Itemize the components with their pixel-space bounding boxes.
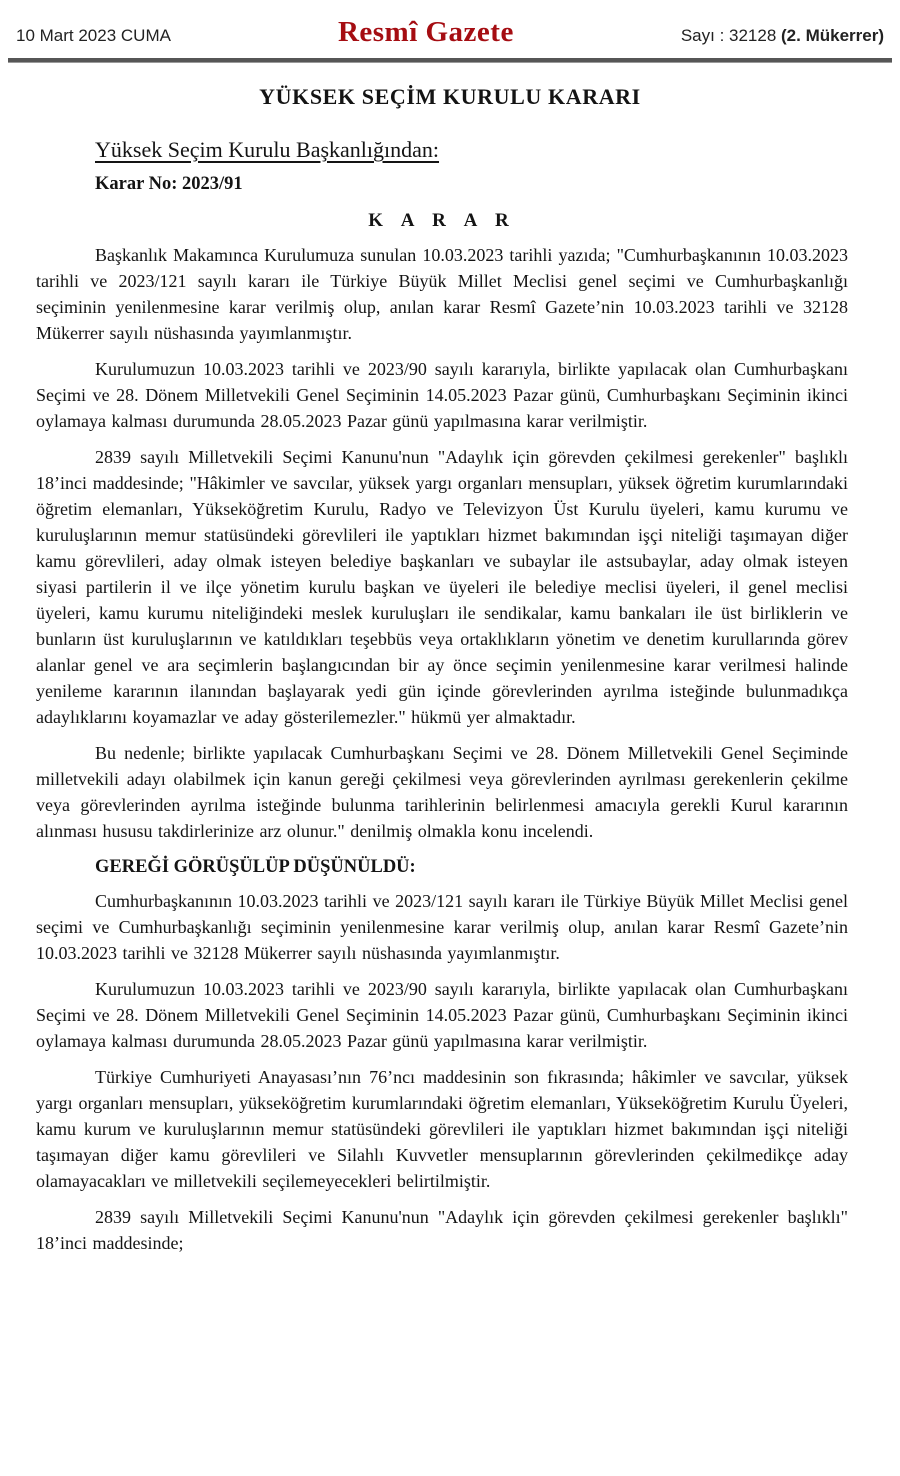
section-heading-geregi: GEREĞİ GÖRÜŞÜLÜP DÜŞÜNÜLDÜ:: [95, 857, 416, 877]
authority-line-wrap: [36, 110, 848, 163]
issue-mukerrer-label: (2. Mükerrer): [781, 26, 884, 45]
decision-heading: K A R A R: [368, 210, 516, 231]
paragraph-kanun-madde-18: 2839 sayılı Milletvekili Seçimi Kanunu'nun "Adaylık için görevden çekilmesi gerekenler" başlıklı 18’inci maddesinde; "Hâkimler ve savcılar, yüksek yargı organları mensupları, yüksek öğretim kurumlarındaki öğretim elemanları, Yükseköğretim Kurulu, Radyo ve Televizyon Üst Kurulu üyeleri, kamu kurumu ve kuruluşlarının memur statüsündeki görevlileri ile yaptıkları hizmet bakımından işçi niteliği taşımayan diğer kamu görevlileri, aday olmak isteyen belediye başkanları ve subaylar ile astsubaylar, aday olmak isteyen siyasi partilerin il ve ilçe yönetim kurulu başkan ve üyeleri ile belediye meclisi üyeleri, il genel meclisi üyeleri, kamu kurumu niteliğindeki meslek kuruluşları ile sendikalar, kamu bankaları ile üst birliklerin ve bunların üst kuruluşlarının ve katıldıkları teşebbüs veya ortaklıkların yönetim ve denetim kurullarında görev alanlar genel ve ara seçimlerin başlangıcından bir ay önce seçimin yenilenmesine karar verilmesi halinde yenileme kararının ilanından başlayarak yedi gün içinde görevlerinden ayrılma isteğinde bulunmadıkça adaylıklarını koyamazlar ve aday gösterilemezler." hükmü yer almaktadır.: [36, 447, 848, 727]
document-title: YÜKSEK SEÇİM KURULU KARARI: [259, 84, 641, 109]
masthead-divider: [8, 58, 892, 63]
issuing-authority: Yüksek Seçim Kurulu Başkanlığından:: [95, 137, 440, 162]
issue-number: Sayı : 32128: [680, 26, 782, 45]
masthead-date: 10 Mart 2023 CUMA: [16, 26, 171, 45]
paragraph-baskanlik-makaminca: Başkanlık Makamınca Kurulumuza sunulan 10.03.2023 tarihli yazıda; "Cumhurbaşkanının 10.03.2023 tarihli ve 2023/121 sayılı kararı ile Türkiye Büyük Millet Meclisi genel seçimi ve Cumhurbaşkanlığı seçiminin yenilenmesine karar verilmiş olup, anılan karar Resmî Gazete’nin 10.03.2023 tarihli ve 32128 Mükerrer sayılı nüshasında yayımlanmıştır.: [36, 245, 848, 343]
masthead: [0, 0, 900, 49]
gazette-title: Resmî Gazete: [337, 16, 514, 48]
paragraph-kanun-madde-18-kisa: 2839 sayılı Milletvekili Seçimi Kanunu'nun "Adaylık için görevden çekilmesi gerekenler başlıklı" 18’inci maddesinde;: [36, 1207, 848, 1253]
paragraph-cumhurbaskaninin-karari: Cumhurbaşkanının 10.03.2023 tarihli ve 2023/121 sayılı kararı ile Türkiye Büyük Millet Meclisi genel seçimi ve Cumhurbaşkanlığı seçiminin yenilenmesine karar verilmiş olup, anılan karar Resmî Gazete’nin 10.03.2023 tarihli ve 32128 Mükerrer sayılı nüshasında yayımlanmıştır.: [36, 891, 848, 963]
paragraph-kurulumuzun-karariyla: Kurulumuzun 10.03.2023 tarihli ve 2023/90 sayılı kararıyla, birlikte yapılacak olan Cumhurbaşkanı Seçimi ve 28. Dönem Milletvekili Genel Seçiminin 14.05.2023 Pazar günü, Cumhurbaşkanı Seçiminin ikinci oylamaya kalması durumunda 28.05.2023 Pazar günü yapılmasına karar verilmiştir.: [36, 359, 848, 431]
decision-number: Karar No: 2023/91: [95, 174, 243, 194]
paragraph-bu-nedenle: Bu nedenle; birlikte yapılacak Cumhurbaşkanı Seçimi ve 28. Dönem Milletvekili Genel Seçiminde milletvekili adayı olabilmek için kanun gereği çekilmesi veya görevlerinden ayrılması gerekenlerin çekilme veya görevlerinden ayrılma isteğinde bulunma tarihlerinin belirlenmesi amacıyla gerekli Kurul kararının alınması hususu takdirlerinize arz olunur." denilmiş olmakla konu incelendi.: [36, 743, 848, 841]
paragraph-kurulumuzun-karariyla-2: Kurulumuzun 10.03.2023 tarihli ve 2023/90 sayılı kararıyla, birlikte yapılacak olan Cumhurbaşkanı Seçimi ve 28. Dönem Milletvekili Genel Seçiminin 14.05.2023 Pazar günü, Cumhurbaşkanı Seçiminin ikinci oylamaya kalması durumunda 28.05.2023 Pazar günü yapılmasına karar verilmiştir.: [36, 979, 848, 1051]
document-body: [0, 110, 900, 1256]
paragraph-anayasa-76: Türkiye Cumhuriyeti Anayasası’nın 76’ncı maddesinin son fıkrasında; hâkimler ve savcılar, yüksek yargı organları mensupları, yükseköğretim kurumlarındaki öğretim elemanları, Yükseköğretim Kurulu Üyeleri, kamu kurum ve kuruluşlarının memur statüsündeki görevlileri ile yaptıkları hizmet bakımından işçi niteliği taşımayan diğer kamu görevlileri ve Silahlı Kuvvetler mensuplarının görevlerinden çekilmedikçe aday olamayacakları ve milletvekili seçilemeyecekleri belirtilmiştir.: [36, 1067, 848, 1191]
masthead-issue: [681, 26, 884, 46]
